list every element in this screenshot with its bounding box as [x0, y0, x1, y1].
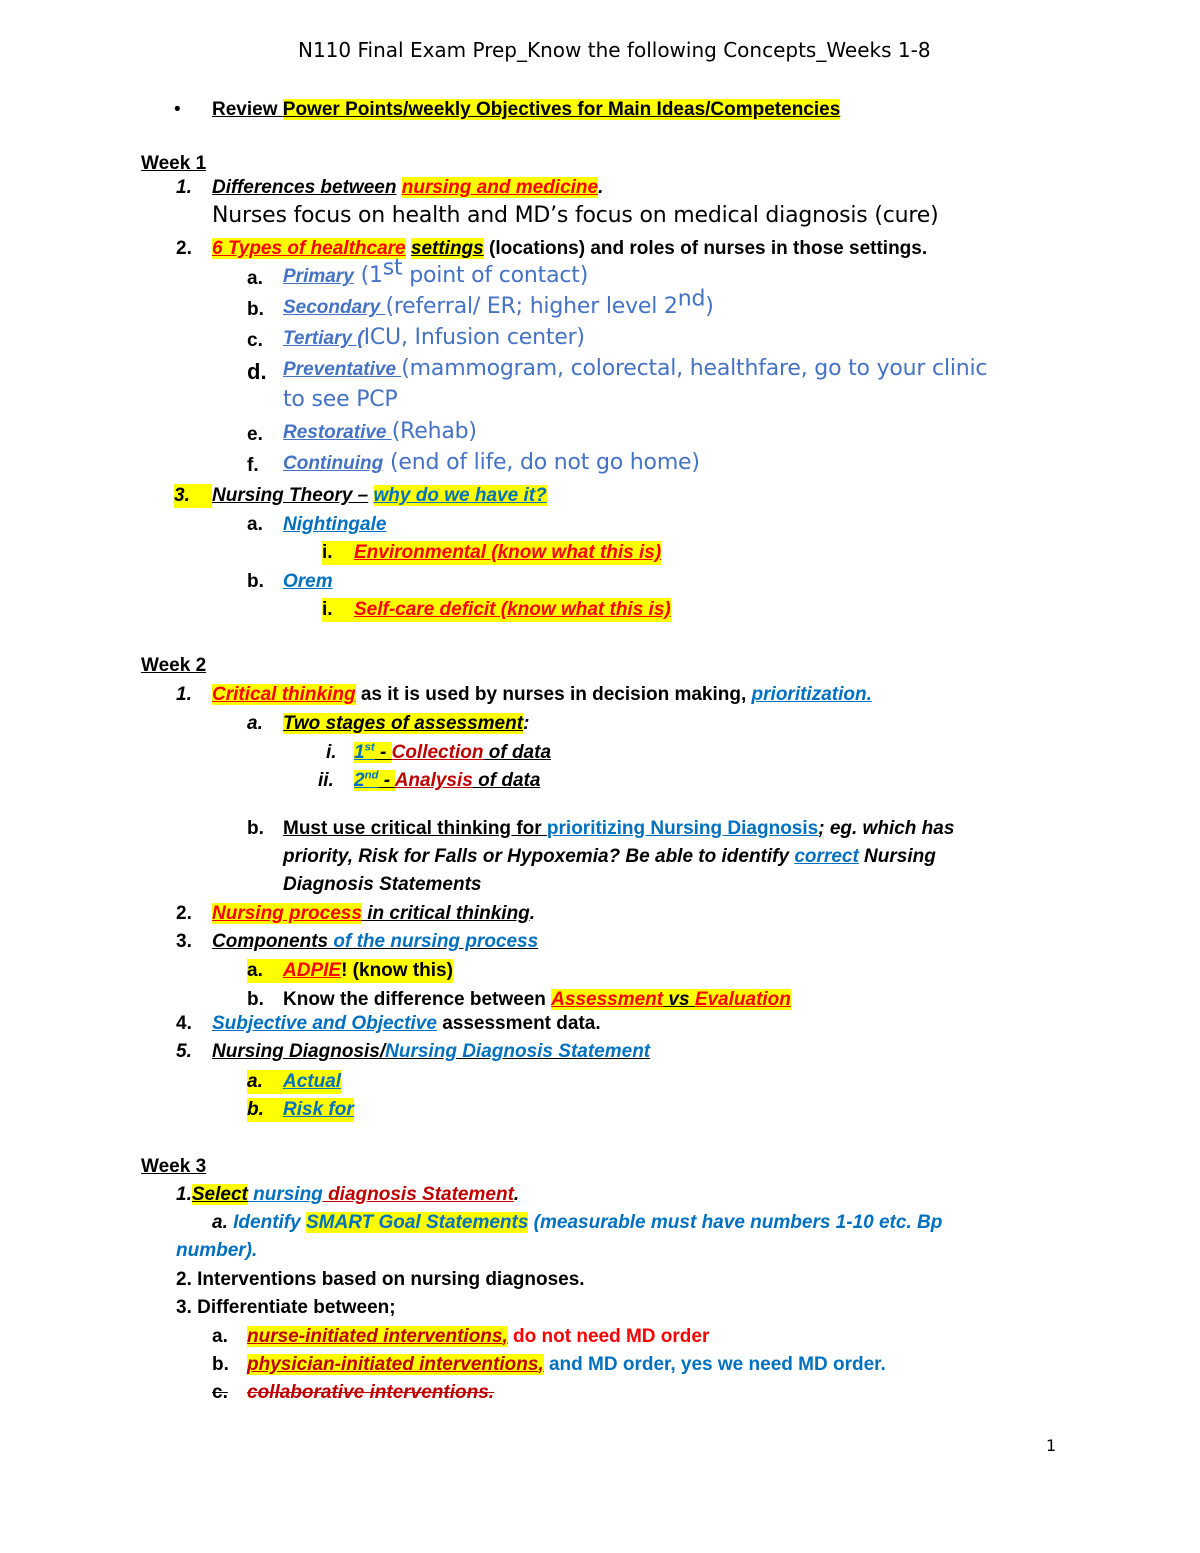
smart-goal-statements: SMART Goal Statements — [305, 1212, 529, 1233]
adpie: ADPIE — [283, 960, 342, 981]
intro-line — [174, 98, 181, 122]
week2-sub-b-letter: b. — [247, 818, 264, 839]
setting-desc: (mammogram, colorectal, healthfare, go to your clinic — [401, 356, 988, 381]
stage-rest: of data — [472, 770, 541, 791]
nurse-initiated: nurse-initiated interventions, — [247, 1326, 508, 1347]
setting-name: Restorative — [283, 422, 392, 443]
of-nursing-process: of the nursing process — [328, 931, 539, 952]
week2-item4-num: 4. — [176, 1013, 192, 1034]
diagnosis-statement: diagnosis Statement — [322, 1184, 514, 1205]
week1-item3 — [212, 484, 547, 508]
week2-item1-num: 1. — [176, 684, 192, 705]
setting-letter: f. — [247, 455, 259, 476]
week1-item1 — [212, 176, 603, 200]
week2-item5-num: 5. — [176, 1041, 192, 1062]
week2-item3-num: 3. — [176, 931, 192, 952]
week2-item2 — [212, 902, 535, 926]
stage-rest: of data — [483, 742, 552, 763]
setting-desc: (end of life, do not go home) — [383, 450, 700, 475]
stage-num: i. — [326, 742, 337, 763]
week2-sub-b-line1 — [283, 817, 954, 841]
sub-b-prioritizing: prioritizing Nursing Diagnosis — [546, 818, 819, 839]
stage-analysis — [354, 769, 540, 793]
intro-review: Review — [212, 99, 278, 120]
theory-orem: Orem — [283, 571, 333, 592]
setting-name: Tertiary ( — [283, 328, 364, 349]
sub-b-text: Nursing — [858, 846, 936, 867]
theory-sub-num: i. — [322, 541, 354, 565]
week2-sub-b-line2 — [283, 845, 936, 869]
week1-item2-rest: (locations) and roles of nurses in those settings. — [489, 238, 928, 259]
week2-item3b-letter: b. — [247, 989, 264, 1010]
theory-environmental: Environmental (know what this is) — [354, 542, 662, 563]
stage-ordinal: 1st — [354, 741, 375, 763]
setting-name: Primary — [283, 266, 354, 287]
nursing-diagnosis-statement: Nursing Diagnosis Statement — [385, 1041, 651, 1062]
setting-primary — [283, 255, 589, 289]
stage-collection — [354, 741, 551, 765]
intervention-letter: c. — [212, 1382, 228, 1403]
intervention-note: and MD order, yes we need MD order. — [543, 1354, 886, 1375]
stage-dash: - — [378, 770, 395, 791]
setting-letter: e. — [247, 424, 263, 445]
week2-item5b-letter: b. — [247, 1098, 283, 1122]
intervention-letter: a. — [212, 1326, 228, 1347]
setting-name: Secondary — [283, 297, 386, 318]
intervention-collaborative — [247, 1381, 494, 1405]
sub-b-text: ; eg. which has — [818, 818, 955, 839]
week2-item4 — [212, 1012, 601, 1036]
week2-critical-thinking: Critical thinking — [212, 684, 356, 705]
measurable-note: (measurable must have numbers 1-10 etc. Bp — [528, 1212, 943, 1233]
theory-nightingale: Nightingale — [283, 514, 387, 535]
setting-name: Continuing — [283, 453, 384, 474]
setting-letter: d. — [247, 359, 267, 384]
nursing: nursing — [247, 1184, 323, 1205]
week3-heading: Week 3 — [141, 1156, 207, 1177]
week3-item2: 2. Interventions based on nursing diagnoses. — [176, 1269, 585, 1290]
components: Components — [212, 931, 329, 952]
stage-ordinal: 2nd — [354, 769, 379, 791]
slash: / — [379, 1041, 386, 1062]
nursing-diagnosis: Nursing Diagnosis — [212, 1041, 380, 1062]
week2-item1-text: as it is used by nurses in decision making, — [355, 684, 752, 705]
week1-item2-num: 2. — [176, 238, 192, 259]
week2-item2-num: 2. — [176, 903, 192, 924]
setting-desc-cont: to see PCP — [283, 387, 398, 412]
two-stages-colon: : — [523, 713, 530, 734]
setting-desc: point of contact) — [402, 263, 589, 288]
week1-note: Nurses focus on health and MD’s focus on medical diagnosis (cure) — [212, 203, 939, 228]
week3-item1-num: 1. — [176, 1184, 192, 1205]
stage-num: ii. — [318, 770, 334, 791]
setting-letter: c. — [247, 330, 263, 351]
nursing-process: Nursing process — [212, 903, 362, 924]
document-title: N110 Final Exam Prep_Know the following Concepts_Weeks 1-8 — [298, 38, 931, 62]
setting-preventative — [283, 357, 987, 382]
setting-letter: b. — [247, 299, 264, 320]
week2-item3a — [283, 959, 453, 983]
physician-initiated: physician-initiated interventions, — [247, 1354, 544, 1375]
week1-item2 — [212, 237, 927, 261]
week2-sub-b-line3: Diagnosis Statements — [283, 874, 482, 895]
week1-item3-num: 3. — [174, 484, 212, 508]
collaborative: collaborative interventions — [247, 1382, 489, 1403]
stage-name: Collection — [391, 742, 484, 763]
setting-desc: (1 — [353, 263, 383, 288]
diagnosis-actual: Actual — [283, 1071, 342, 1092]
week3-item3: 3. Differentiate between; — [176, 1297, 396, 1318]
sub-b-correct: correct — [794, 846, 859, 867]
week2-item2-period: . — [529, 903, 536, 924]
stage-name: Analysis — [394, 770, 473, 791]
week3-item1a — [212, 1211, 942, 1235]
intervention-physician — [247, 1353, 886, 1377]
subjective-objective: Subjective and Objective — [212, 1013, 437, 1034]
week2-item3 — [212, 930, 538, 954]
week1-item2-types: 6 Types of healthcare — [212, 238, 406, 259]
sub-b-text: Must use critical thinking for — [283, 818, 547, 839]
week3-item1a-letter: a. — [212, 1212, 228, 1233]
assessment-vs-evaluation: Assessment vs Evaluation — [551, 989, 791, 1010]
week2-sub-a — [283, 712, 529, 736]
week1-item3-text: Nursing Theory – — [212, 485, 369, 506]
two-stages: Two stages of assessment — [283, 713, 524, 734]
week2-item5 — [212, 1040, 650, 1064]
theory-letter: a. — [247, 514, 263, 535]
page-number: 1 — [1046, 1436, 1057, 1455]
setting-sup: st — [382, 255, 403, 281]
sub-b-text: priority, Risk for Falls or Hypoxemia? Be able to identify — [283, 846, 795, 867]
assessment-data: assessment data. — [436, 1013, 601, 1034]
week3-item1 — [176, 1183, 519, 1207]
intervention-nurse — [247, 1325, 709, 1349]
theory-letter: b. — [247, 571, 264, 592]
setting-name: Preventative — [283, 359, 402, 380]
setting-desc: (referral/ ER; higher level 2 — [385, 294, 678, 319]
theory-self-care: Self-care deficit (know what this is) — [354, 599, 671, 620]
week3-item1a-cont: number). — [176, 1240, 258, 1261]
setting-restorative — [283, 420, 477, 445]
setting-secondary — [283, 286, 714, 320]
intervention-letter: b. — [212, 1354, 229, 1375]
theory-sub-num: i. — [322, 598, 354, 622]
diagnosis-risk-for: Risk for — [283, 1099, 354, 1120]
week1-item1-period: . — [598, 177, 604, 198]
setting-sup: nd — [677, 286, 706, 312]
stage-dash: - — [374, 742, 392, 763]
week2-item2-text: in critical thinking — [361, 903, 530, 924]
week1-item2-settings: settings — [410, 238, 484, 259]
intro-text — [212, 98, 840, 122]
intro-objectives: Power Points/weekly Objectives for Main Ideas/Competencies — [282, 99, 841, 120]
week2-item1 — [212, 683, 872, 707]
week2-sub-a-letter: a. — [247, 713, 263, 734]
week2-heading: Week 2 — [141, 655, 207, 676]
period: . — [488, 1382, 495, 1403]
know-this: ! (know this) — [341, 960, 453, 981]
week2-item3a-letter: a. — [247, 959, 283, 983]
know-difference: Know the difference between — [283, 989, 552, 1010]
period: . — [513, 1184, 520, 1205]
week2-prioritization: prioritization. — [751, 684, 872, 705]
week2-item5a-letter: a. — [247, 1070, 283, 1094]
bullet-icon: • — [174, 99, 181, 120]
setting-continuing — [283, 451, 700, 476]
identify: Identify — [227, 1212, 306, 1233]
week1-heading: Week 1 — [141, 153, 207, 174]
week1-item3-highlight: why do we have it? — [373, 485, 547, 506]
select: Select — [191, 1184, 248, 1205]
setting-tertiary — [283, 326, 585, 351]
setting-desc: ) — [705, 294, 714, 319]
setting-desc: ICU, Infusion center) — [363, 325, 585, 350]
setting-desc: (Rehab) — [391, 419, 477, 444]
week1-item1-highlight: nursing and medicine — [401, 177, 599, 198]
week1-item1-text: Differences between — [212, 177, 397, 198]
intervention-note: do not need MD order — [507, 1326, 710, 1347]
setting-letter: a. — [247, 268, 263, 289]
week1-item1-num: 1. — [176, 177, 192, 198]
week2-item3b — [283, 988, 791, 1012]
